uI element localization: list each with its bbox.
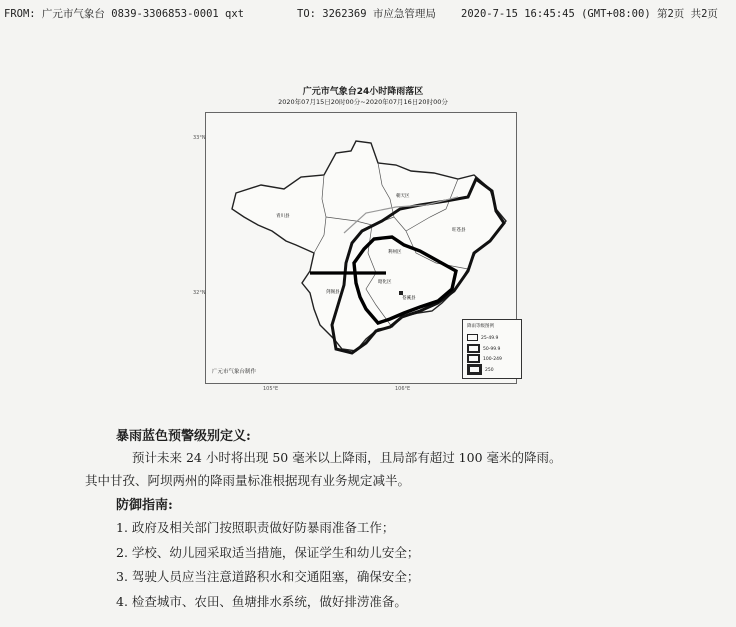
legend-swatch-icon xyxy=(467,354,480,363)
city-marker-icon xyxy=(399,291,403,295)
fax-from: FROM: 广元市气象台 0839-3306853-0001 qxt xyxy=(4,8,245,20)
definition-line: 其中甘孜、阿坝两州的降雨量标准根据现有业务规定减半。 xyxy=(85,473,411,488)
county-label: 昭化区 xyxy=(378,280,392,285)
guide-item: 2. 学校、幼儿园采取适当措施，保证学生和幼儿安全； xyxy=(116,545,420,560)
legend-item: 250 xyxy=(467,364,494,371)
guide-item: 3. 驾驶人员应当注意道路积水和交通阻塞，确保安全； xyxy=(116,569,420,584)
tick-label: 32°N xyxy=(193,290,206,296)
fax-header xyxy=(0,0,736,22)
legend-item: 25-49.9 xyxy=(467,334,498,341)
tick-label: 106°E xyxy=(395,386,411,392)
definition-line: 预计未来 24 小时将出现 50 毫米以上降雨，且局部有超过 100 毫米的降雨。 xyxy=(132,450,562,465)
rainfall-map xyxy=(189,84,537,402)
legend-swatch-icon xyxy=(467,334,478,341)
map-credit: 广元市气象台制作 xyxy=(212,369,257,375)
legend-title: 降雨等级图例 xyxy=(467,324,494,329)
legend-swatch-icon xyxy=(467,364,482,375)
county-label: 苍溪县 xyxy=(402,296,416,301)
tick-label: 105°E xyxy=(263,386,279,392)
county-label: 朝天区 xyxy=(396,194,410,199)
guide-item: 4. 检查城市、农田、鱼塘排水系统，做好排涝准备。 xyxy=(116,594,407,609)
guide-heading: 防御指南: xyxy=(116,498,173,513)
definition-heading: 暴雨蓝色预警级别定义: xyxy=(116,429,251,444)
map-subtitle: 2020年07月15日20时00分~2020年07月16日20时00分 xyxy=(278,98,448,106)
county-label: 利州区 xyxy=(388,250,402,255)
map-legend xyxy=(462,319,522,379)
legend-item: 50-99.9 xyxy=(467,344,500,351)
county-label: 青川县 xyxy=(276,214,290,219)
tick-label: 33°N xyxy=(193,135,206,141)
fax-to: TO: 3262369 市应急管理局 xyxy=(297,8,436,20)
fax-time-page: 2020-7-15 16:45:45 (GMT+08:00) 第2页 共2页 xyxy=(461,8,718,20)
guide-item: 1. 政府及相关部门按照职责做好防暴雨准备工作； xyxy=(116,520,395,535)
map-frame xyxy=(205,112,517,384)
county-label: 剑阁县 xyxy=(326,290,340,295)
legend-item: 100-249 xyxy=(467,354,502,361)
map-title: 广元市气象台24小时降雨落区 xyxy=(302,87,424,97)
legend-swatch-icon xyxy=(467,344,480,353)
county-label: 旺苍县 xyxy=(452,228,466,233)
